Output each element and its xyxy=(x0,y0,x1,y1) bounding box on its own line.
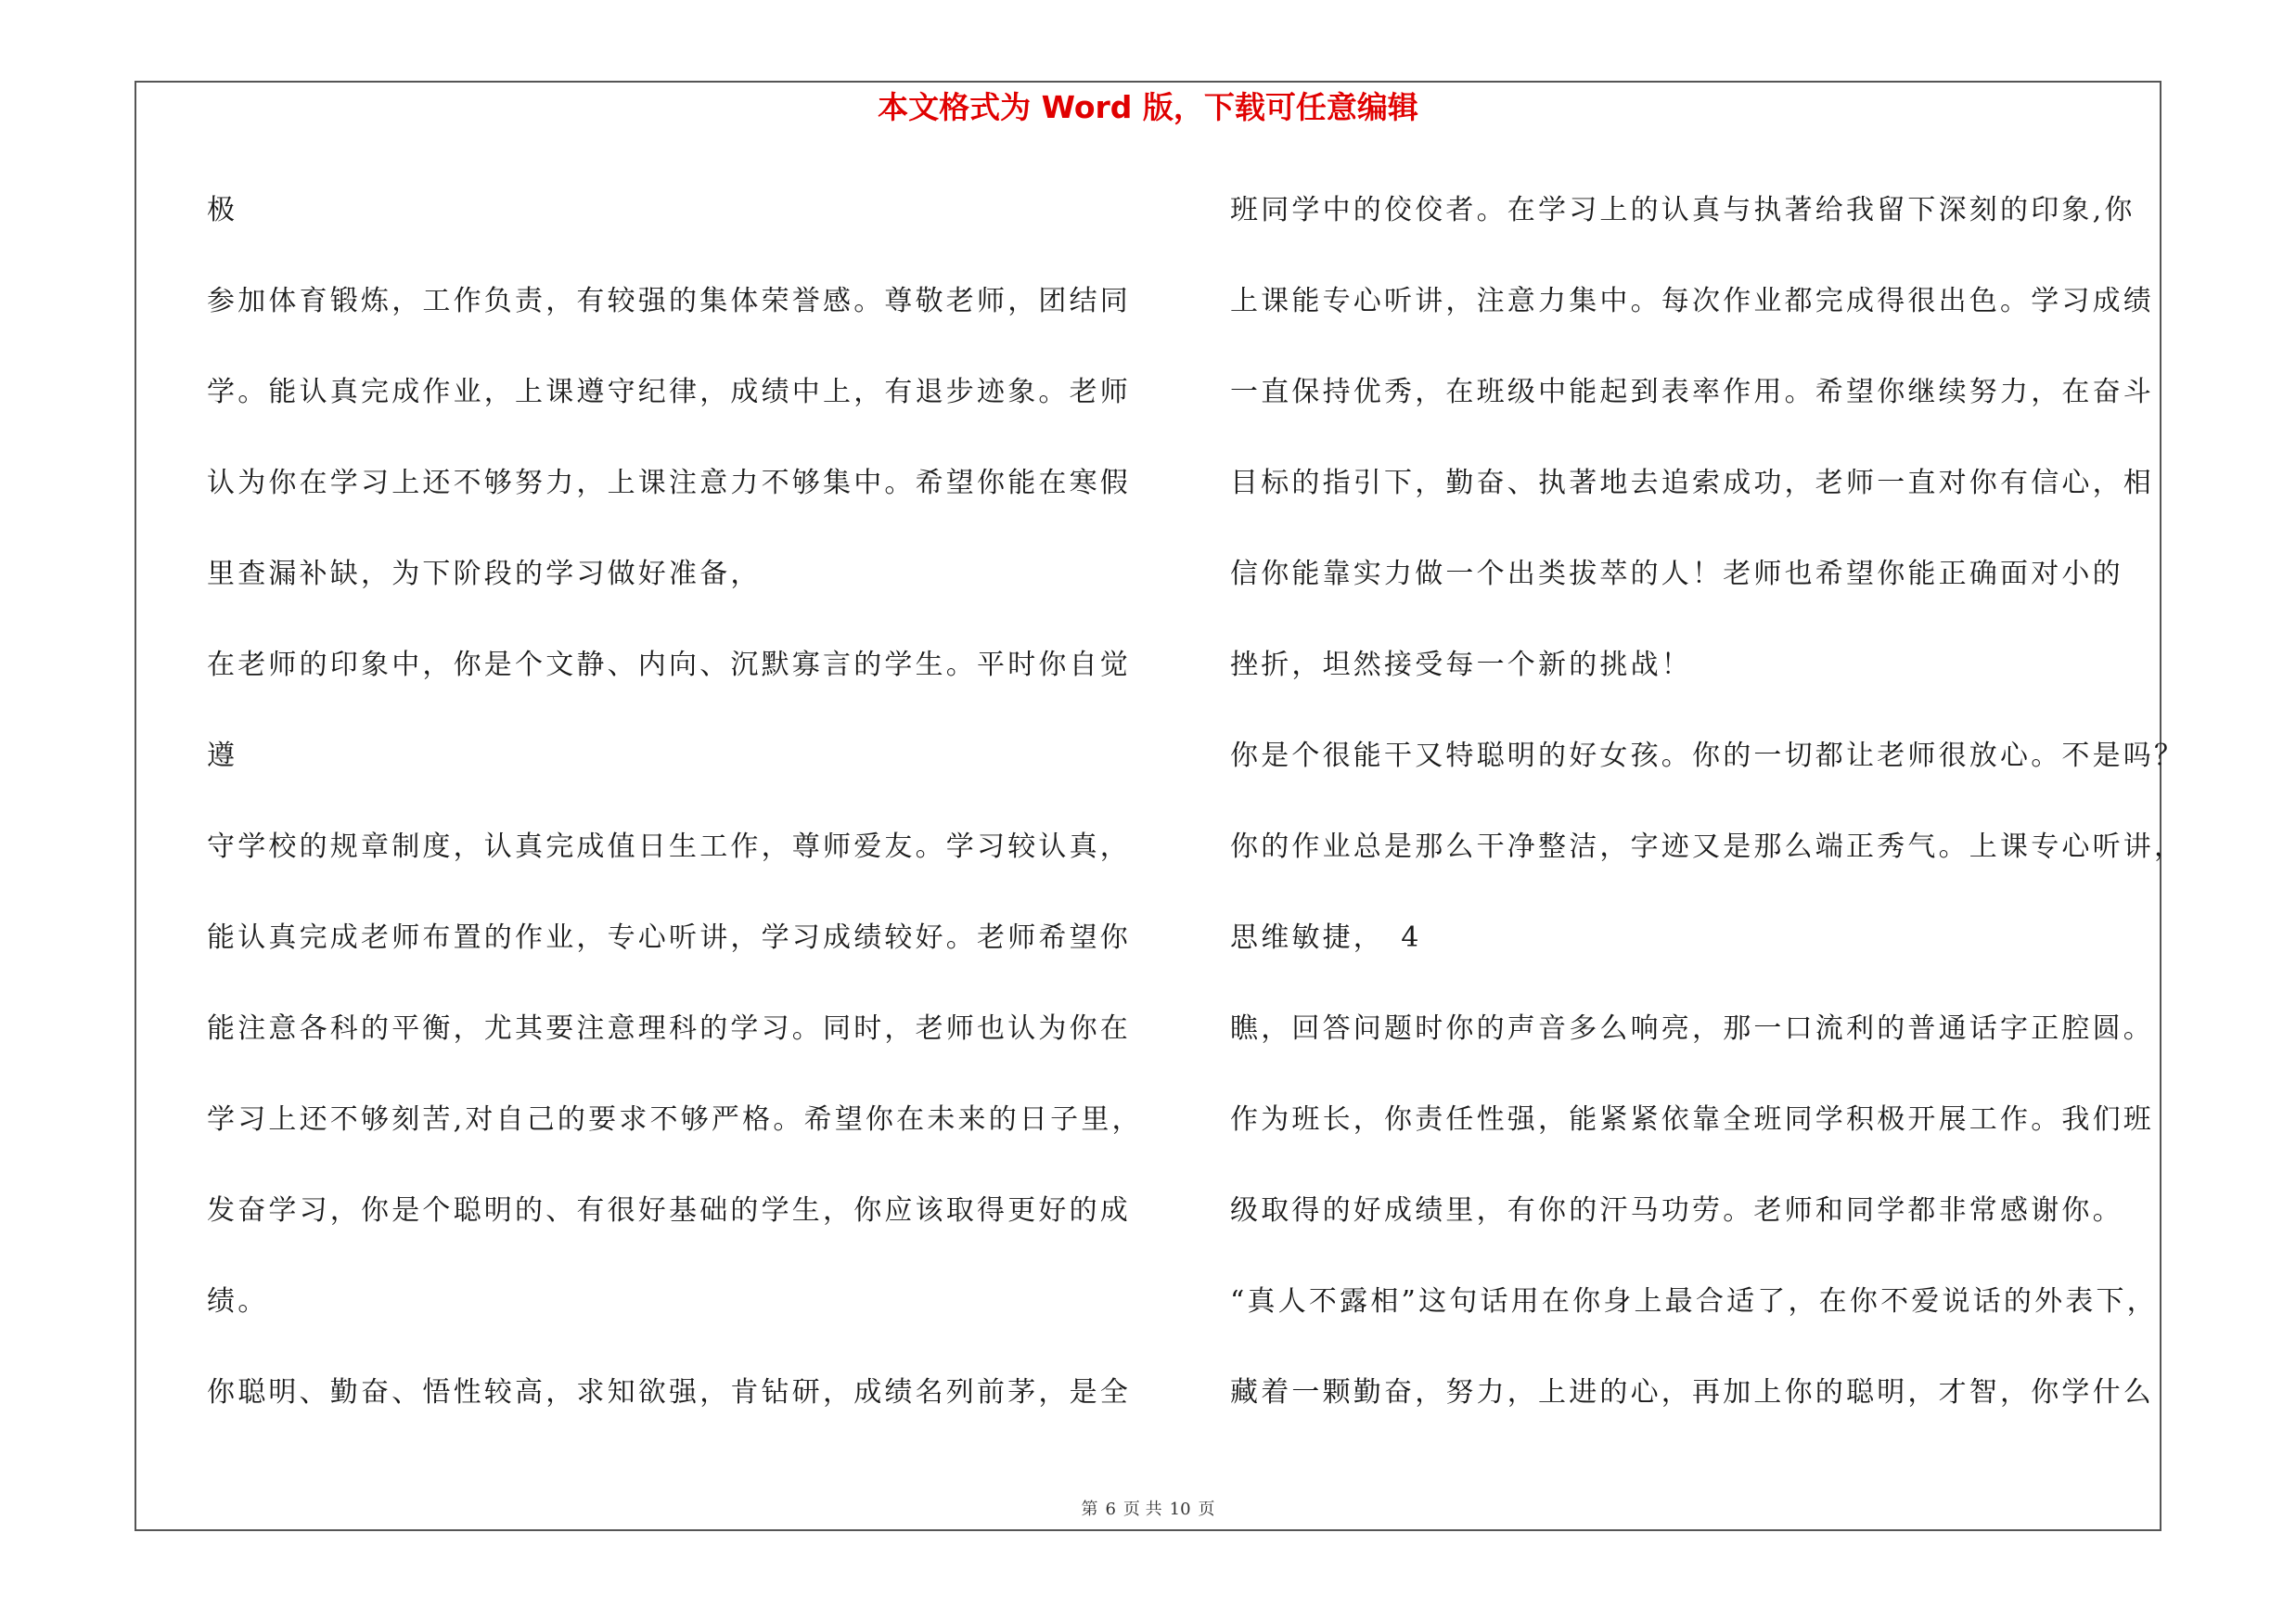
left-line: 能注意各科的平衡，尤其要注意理科的学习。同时，老师也认为你在 xyxy=(207,1012,1131,1045)
right-line: 班同学中的佼佼者。在学习上的认真与执著给我留下深刻的印象,你 xyxy=(1230,194,2136,226)
left-line: 里查漏补缺，为下阶段的学习做好准备， xyxy=(207,558,762,590)
right-line: 上课能专心听讲，注意力集中。每次作业都完成得很出色。学习成绩 xyxy=(1230,285,2154,317)
right-line: 级取得的好成绩里，有你的汗马功劳。老师和同学都非常感谢你。 xyxy=(1230,1194,2123,1227)
right-line: 一直保持优秀，在班级中能起到表率作用。希望你继续努力，在奋斗 xyxy=(1230,376,2154,408)
footer-middle: 页 共 xyxy=(1122,1500,1162,1519)
right-line: 思维敏捷， 4 xyxy=(1230,921,1422,954)
page-footer xyxy=(0,1496,2296,1520)
left-line: 你聪明、勤奋、悟性较高，求知欲强，肯钻研，成绩名列前茅，是全 xyxy=(207,1376,1131,1409)
right-line: 信你能靠实力做一个出类拔萃的人！老师也希望你能正确面对小的 xyxy=(1230,558,2123,590)
format-banner: 本文格式为 Word 版，下载可任意编辑 xyxy=(878,89,1418,125)
right-line: 目标的指引下，勤奋、执著地去追索成功，老师一直对你有信心，相 xyxy=(1230,467,2154,499)
left-line: 极 xyxy=(207,194,238,226)
footer-current-page: 6 xyxy=(1105,1500,1116,1519)
left-line: 守学校的规章制度，认真完成值日生工作，尊师爱友。学习较认真， xyxy=(207,831,1131,863)
right-line: 挫折，坦然接受每一个新的挑战！ xyxy=(1230,649,1692,681)
left-line: 参加体育锻炼，工作负责，有较强的集体荣誉感。尊敬老师，团结同 xyxy=(207,285,1131,317)
footer-suffix: 页 xyxy=(1198,1500,1215,1519)
left-line: 绩。 xyxy=(207,1285,269,1318)
right-column xyxy=(1230,184,2186,1457)
left-line: 在老师的印象中，你是个文静、内向、沉默寡言的学生。平时你自觉 xyxy=(207,649,1131,681)
right-line: 瞧，回答问题时你的声音多么响亮，那一口流利的普通话字正腔圆。 xyxy=(1230,1012,2154,1045)
right-line: 藏着一颗勤奋，努力，上进的心，再加上你的聪明，才智，你学什么 xyxy=(1230,1376,2154,1409)
left-line: 学。能认真完成作业，上课遵守纪律，成绩中上，有退步迹象。老师 xyxy=(207,376,1131,408)
right-line: “真人不露相”这句话用在你身上最合适了，在你不爱说话的外表下， xyxy=(1230,1285,2158,1318)
right-line: 你的作业总是那么干净整洁，字迹又是那么端正秀气。上课专心听讲， xyxy=(1230,831,2186,863)
right-line: 你是个很能干又特聪明的好女孩。你的一切都让老师很放心。不是吗？ xyxy=(1230,740,2186,772)
left-line: 发奋学习，你是个聪明的、有很好基础的学生，你应该取得更好的成 xyxy=(207,1194,1131,1227)
left-line: 遵 xyxy=(207,740,238,772)
left-column xyxy=(207,184,1144,1457)
left-line: 学习上还不够刻苦,对自己的要求不够严格。希望你在未来的日子里， xyxy=(207,1103,1143,1136)
left-line: 认为你在学习上还不够努力，上课注意力不够集中。希望你能在寒假 xyxy=(207,467,1131,499)
right-line: 作为班长，你责任性强，能紧紧依靠全班同学积极开展工作。我们班 xyxy=(1230,1103,2154,1136)
footer-prefix: 第 xyxy=(1081,1500,1098,1519)
footer-total-pages: 10 xyxy=(1169,1500,1191,1519)
left-line: 能认真完成老师布置的作业，专心听讲，学习成绩较好。老师希望你 xyxy=(207,921,1131,954)
